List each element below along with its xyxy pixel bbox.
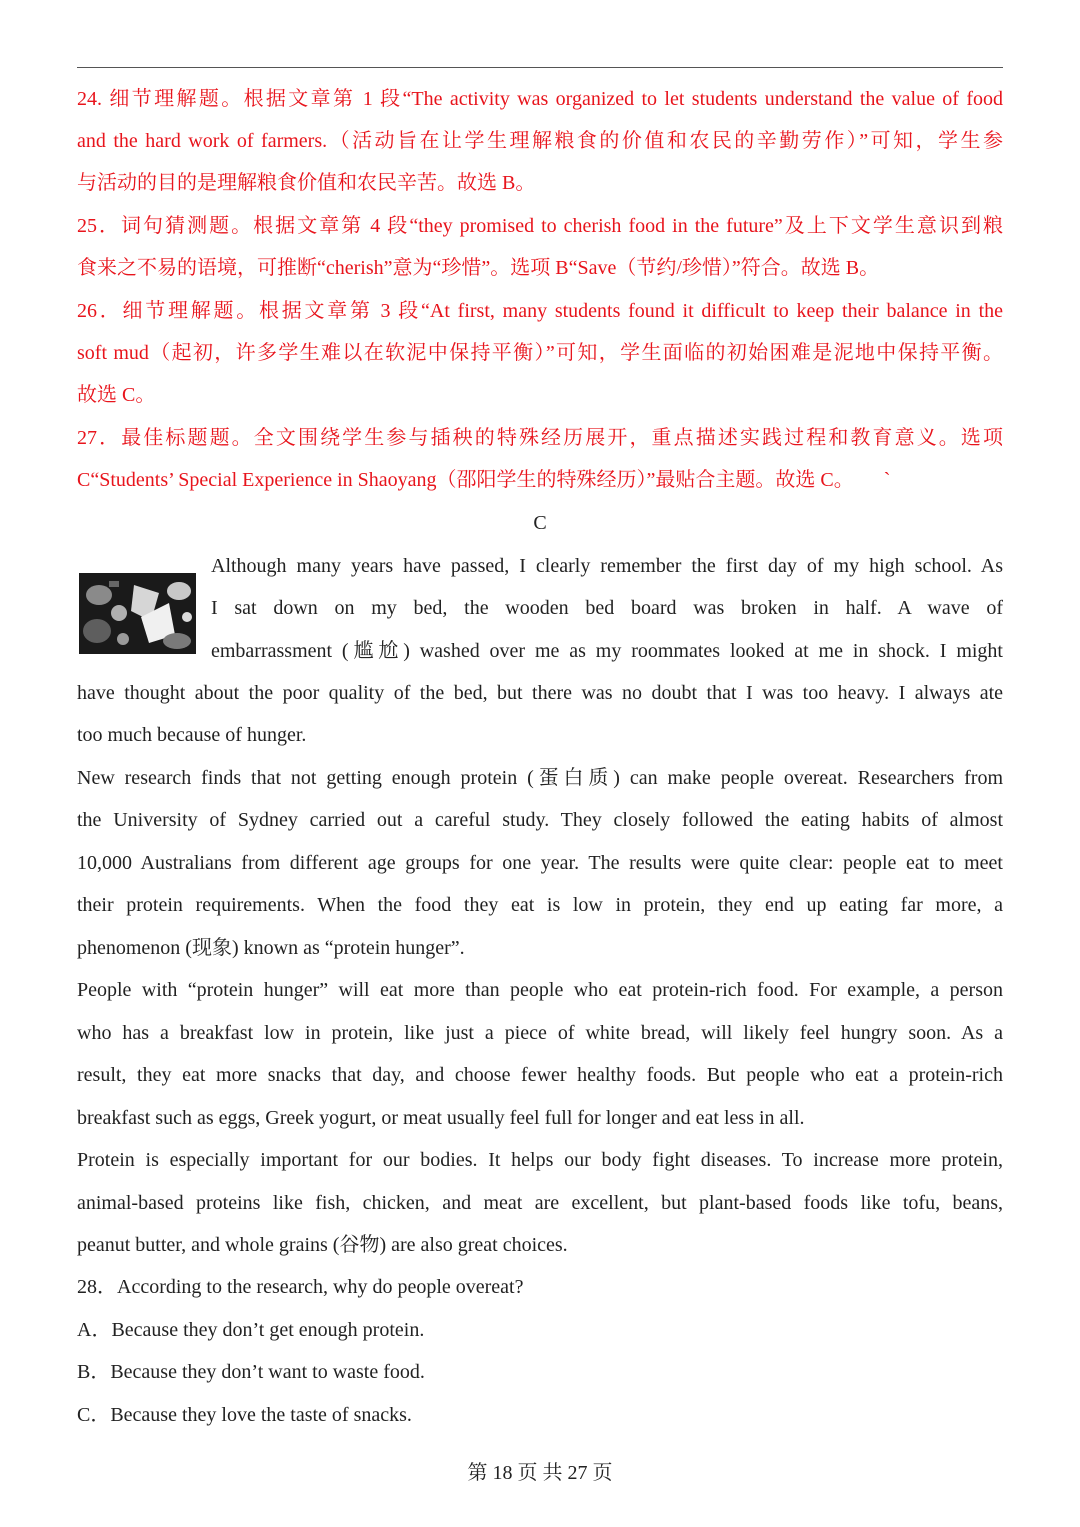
passage-line-7: the University of Sydney carried out a careful study. They closely followed the eating habits of almost [77,809,1003,831]
answer-25-line-2: 食来之不易的语境，可推断“cherish”意为“珍惜”。选项 B“Save（节约/珍惜）”符合。故选 B。 [77,257,880,279]
passage-line-2: I sat down on my bed, the wooden bed board was broken in half. A wave of [211,597,1003,619]
food-photo-icon [79,573,196,654]
passage-line-13: result, they eat more snacks that day, and choose fewer healthy foods. But people who eat a protein-rich [77,1064,1003,1086]
answer-26-line-3: 故选 C。 [77,384,156,406]
passage-line-4: have thought about the poor quality of the bed, but there was no doubt that I was too heavy. I always ate [77,682,1003,704]
question-28-option-a: A．Because they don’t get enough protein. [77,1319,425,1341]
passage-line-5: too much because of hunger. [77,724,307,746]
question-28-option-b: B．Because they don’t want to waste food. [77,1361,425,1383]
passage-line-11: People with “protein hunger” will eat more than people who eat protein-rich food. For example, a person [77,979,1003,1001]
passage-line-9: their protein requirements. When the food they eat is low in protein, they end up eating far more, a [77,894,1003,916]
section-label: C [533,512,547,534]
answer-24-line-1: 24. 细节理解题。根据文章第 1 段“The activity was organized to let students understand the value of food [77,88,1003,110]
answer-27-line-1: 27．最佳标题题。全文围绕学生参与插秧的特殊经历展开，重点描述实践过程和教育意义。选项 [77,427,1003,449]
question-28-option-c: C．Because they love the taste of snacks. [77,1404,412,1426]
answer-27-line-2: C“Students’ Special Experience in Shaoyang（邵阳学生的特殊经历）”最贴合主题。故选 C。 ` [77,469,891,491]
passage-line-12: who has a breakfast low in protein, like just a piece of white bread, will likely feel hungry soon. As a [77,1022,1003,1044]
answer-24-line-3: 与活动的目的是理解粮食价值和农民辛苦。故选 B。 [77,172,536,194]
passage-line-17: peanut butter, and whole grains (谷物) are also great choices. [77,1234,568,1256]
passage-line-3: embarrassment (尴尬) washed over me as my roommates looked at me in shock. I might [211,640,1003,662]
answer-26-line-1: 26．细节理解题。根据文章第 3 段“At first, many students found it difficult to keep their balance in the [77,300,1003,322]
passage-line-16: animal-based proteins like fish, chicken, and meat are excellent, but plant-based foods like tofu, beans, [77,1192,1003,1214]
passage-line-14: breakfast such as eggs, Greek yogurt, or meat usually feel full for longer and eat less in all. [77,1107,805,1129]
answer-25-line-1: 25．词句猜测题。根据文章第 4 段“they promised to cherish food in the future”及上下文学生意识到粮 [77,215,1003,237]
passage-line-15: Protein is especially important for our bodies. It helps our body fight diseases. To increase more protein, [77,1149,1003,1171]
page-footer: 第 18 页 共 27 页 [467,1462,613,1484]
header-rule [77,67,1003,68]
answer-24-line-2: and the hard work of farmers.（活动旨在让学生理解粮食的价值和农民的辛勤劳作）”可知，学生参 [77,130,1003,152]
passage-illustration [79,573,196,654]
passage-line-6: New research finds that not getting enough protein (蛋白质) can make people overeat. Researchers from [77,767,1003,789]
answer-26-line-2: soft mud（起初，许多学生难以在软泥中保持平衡）”可知，学生面临的初始困难是泥地中保持平衡。 [77,342,1003,364]
passage-line-10: phenomenon (现象) known as “protein hunger”. [77,937,465,959]
passage-line-1: Although many years have passed, I clearly remember the first day of my high school. As [211,555,1003,577]
passage-line-8: 10,000 Australians from different age groups for one year. The results were quite clear: people eat to meet [77,852,1003,874]
question-28-stem: 28．According to the research, why do people overeat? [77,1276,524,1298]
